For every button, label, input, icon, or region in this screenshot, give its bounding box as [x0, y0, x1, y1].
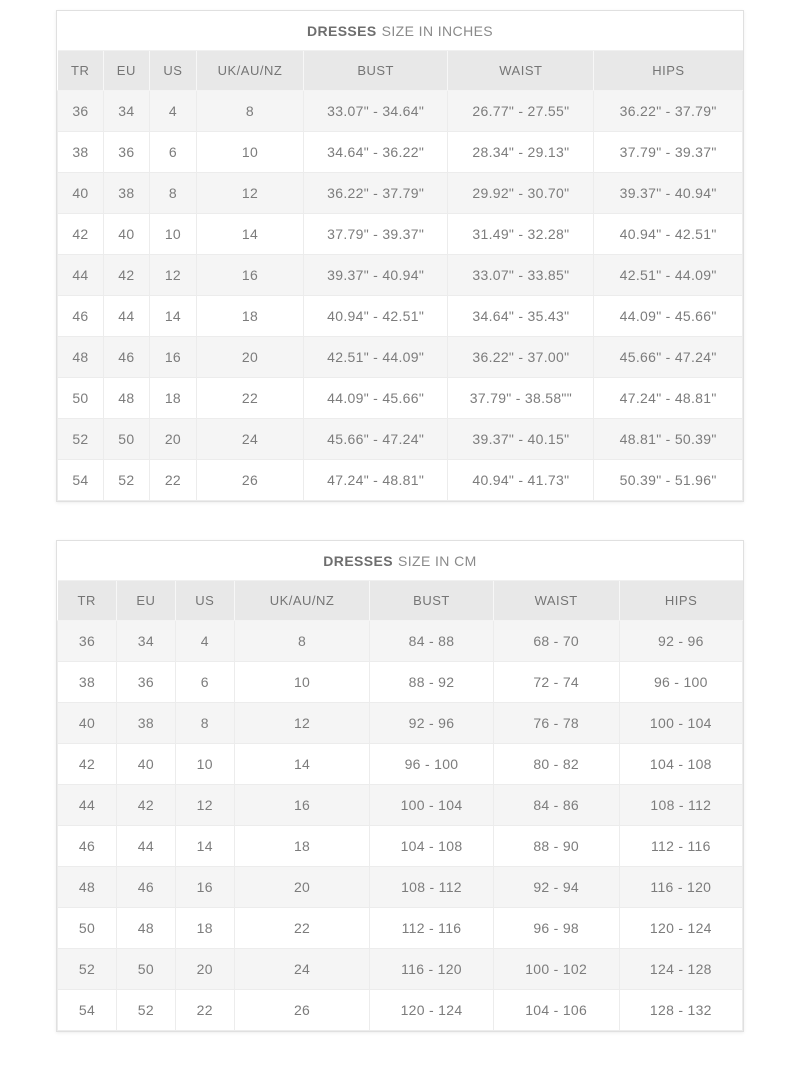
table-cell: 54 [58, 460, 104, 501]
table-cell: 42.51" - 44.09" [303, 337, 448, 378]
header-row [58, 581, 743, 621]
table-cell: 33.07" - 33.85" [448, 255, 594, 296]
column-header: US [149, 51, 196, 91]
table-row [58, 662, 743, 703]
table-title-product: DRESSES [323, 552, 394, 569]
table-cell: 22 [149, 460, 196, 501]
column-header: EU [116, 581, 175, 621]
dresses-size-inches-table [56, 10, 744, 502]
table-cell: 12 [234, 703, 370, 744]
table-cell: 104 - 108 [619, 744, 742, 785]
table-cell: 20 [149, 419, 196, 460]
table-cell: 24 [234, 949, 370, 990]
table-row [58, 949, 743, 990]
table-row [58, 91, 743, 132]
table-cell: 104 - 106 [493, 990, 619, 1031]
table-cell: 46 [103, 337, 149, 378]
table-row [58, 296, 743, 337]
table-cell: 16 [197, 255, 304, 296]
table-cell: 20 [197, 337, 304, 378]
table-row [58, 908, 743, 949]
table-cell: 16 [234, 785, 370, 826]
table-title-unit: SIZE IN INCHES [381, 22, 494, 39]
table-cell: 88 - 92 [370, 662, 493, 703]
table-cell: 48 [103, 378, 149, 419]
table-cell: 52 [58, 419, 104, 460]
table-cell: 88 - 90 [493, 826, 619, 867]
table-cell: 39.37" - 40.94" [594, 173, 743, 214]
table-cell: 120 - 124 [619, 908, 742, 949]
table-cell: 40 [116, 744, 175, 785]
table-cell: 8 [149, 173, 196, 214]
table-cell: 28.34" - 29.13" [448, 132, 594, 173]
dresses-size-cm-table [56, 540, 744, 1032]
table-cell: 29.92" - 30.70" [448, 173, 594, 214]
table-cell: 92 - 96 [370, 703, 493, 744]
table-cell: 36 [103, 132, 149, 173]
table-cell: 42.51" - 44.09" [594, 255, 743, 296]
table-cell: 100 - 102 [493, 949, 619, 990]
table-cell: 24 [197, 419, 304, 460]
table-cell: 48 [116, 908, 175, 949]
table-cell: 96 - 98 [493, 908, 619, 949]
table-cell: 39.37" - 40.94" [303, 255, 448, 296]
table-cell: 120 - 124 [370, 990, 493, 1031]
table-cell: 100 - 104 [370, 785, 493, 826]
table-cell: 20 [234, 867, 370, 908]
table-cell: 100 - 104 [619, 703, 742, 744]
table-row [58, 255, 743, 296]
column-header: TR [58, 581, 117, 621]
table-cell: 12 [175, 785, 234, 826]
table-cell: 26 [197, 460, 304, 501]
table-cell: 40.94" - 42.51" [303, 296, 448, 337]
table-cell: 37.79" - 39.37" [594, 132, 743, 173]
table-cell: 14 [149, 296, 196, 337]
table-cell: 36 [58, 621, 117, 662]
table-cell: 50 [58, 378, 104, 419]
table-row [58, 867, 743, 908]
table-cell: 31.49" - 32.28" [448, 214, 594, 255]
table-cell: 34.64" - 35.43" [448, 296, 594, 337]
table-row [58, 337, 743, 378]
table-cell: 33.07" - 34.64" [303, 91, 448, 132]
table-cell: 38 [58, 662, 117, 703]
table-row [58, 214, 743, 255]
table-cell: 52 [116, 990, 175, 1031]
table-cell: 42 [58, 744, 117, 785]
table-row [58, 826, 743, 867]
table-cell: 36 [116, 662, 175, 703]
table-cell: 84 - 86 [493, 785, 619, 826]
table-title-inches [57, 11, 743, 50]
table-cell: 4 [149, 91, 196, 132]
table-cell: 10 [234, 662, 370, 703]
table-cell: 42 [116, 785, 175, 826]
table-cell: 116 - 120 [370, 949, 493, 990]
header-row [58, 51, 743, 91]
table-cell: 10 [149, 214, 196, 255]
table-cell: 37.79" - 38.58"" [448, 378, 594, 419]
table-cell: 22 [197, 378, 304, 419]
column-header: WAIST [448, 51, 594, 91]
table-cell: 50 [58, 908, 117, 949]
column-header: EU [103, 51, 149, 91]
table-cell: 18 [149, 378, 196, 419]
table-cell: 22 [234, 908, 370, 949]
column-header: WAIST [493, 581, 619, 621]
table-cell: 112 - 116 [619, 826, 742, 867]
table-row [58, 703, 743, 744]
table-cell: 22 [175, 990, 234, 1031]
table-cell: 52 [58, 949, 117, 990]
table-cell: 44 [58, 255, 104, 296]
table-cell: 108 - 112 [619, 785, 742, 826]
table-cell: 8 [197, 91, 304, 132]
table-cell: 40 [58, 703, 117, 744]
table-cell: 38 [116, 703, 175, 744]
table-cell: 40.94" - 41.73" [448, 460, 594, 501]
column-header: US [175, 581, 234, 621]
table-cell: 96 - 100 [370, 744, 493, 785]
table-cell: 128 - 132 [619, 990, 742, 1031]
table-cell: 10 [197, 132, 304, 173]
table-cell: 12 [197, 173, 304, 214]
table-cell: 36 [58, 91, 104, 132]
table-cell: 8 [234, 621, 370, 662]
table-cell: 18 [234, 826, 370, 867]
table-cell: 48 [58, 867, 117, 908]
table-title-product: DRESSES [306, 22, 377, 39]
table-cell: 124 - 128 [619, 949, 742, 990]
table-cell: 34 [116, 621, 175, 662]
table-cell: 47.24" - 48.81" [303, 460, 448, 501]
inches-table [57, 50, 743, 501]
table-cell: 34 [103, 91, 149, 132]
table-cell: 14 [175, 826, 234, 867]
table-row [58, 378, 743, 419]
table-cell: 80 - 82 [493, 744, 619, 785]
table-cell: 16 [149, 337, 196, 378]
table-cell: 54 [58, 990, 117, 1031]
table-cell: 10 [175, 744, 234, 785]
table-cell: 84 - 88 [370, 621, 493, 662]
table-cell: 40.94" - 42.51" [594, 214, 743, 255]
table-cell: 6 [149, 132, 196, 173]
table-cell: 44 [116, 826, 175, 867]
table-cell: 20 [175, 949, 234, 990]
table-cell: 36.22" - 37.00" [448, 337, 594, 378]
table-cell: 116 - 120 [619, 867, 742, 908]
table-cell: 96 - 100 [619, 662, 742, 703]
table-cell: 42 [58, 214, 104, 255]
table-cell: 45.66" - 47.24" [303, 419, 448, 460]
table-cell: 14 [197, 214, 304, 255]
table-cell: 68 - 70 [493, 621, 619, 662]
table-cell: 44.09" - 45.66" [594, 296, 743, 337]
table-cell: 6 [175, 662, 234, 703]
table-cell: 44 [58, 785, 117, 826]
table-cell: 112 - 116 [370, 908, 493, 949]
column-header: UK/AU/NZ [234, 581, 370, 621]
table-cell: 40 [103, 214, 149, 255]
cm-table [57, 580, 743, 1031]
table-cell: 38 [103, 173, 149, 214]
table-cell: 38 [58, 132, 104, 173]
table-cell: 92 - 96 [619, 621, 742, 662]
table-cell: 34.64" - 36.22" [303, 132, 448, 173]
table-cell: 72 - 74 [493, 662, 619, 703]
table-cell: 46 [116, 867, 175, 908]
table-title-cm [57, 541, 743, 580]
table-cell: 50 [116, 949, 175, 990]
table-cell: 37.79" - 39.37" [303, 214, 448, 255]
table-cell: 108 - 112 [370, 867, 493, 908]
table-cell: 76 - 78 [493, 703, 619, 744]
table-cell: 12 [149, 255, 196, 296]
column-header: BUST [370, 581, 493, 621]
table-row [58, 744, 743, 785]
table-cell: 26.77" - 27.55" [448, 91, 594, 132]
table-cell: 39.37" - 40.15" [448, 419, 594, 460]
table-row [58, 173, 743, 214]
column-header: HIPS [594, 51, 743, 91]
table-row [58, 621, 743, 662]
column-header: BUST [303, 51, 448, 91]
column-header: UK/AU/NZ [197, 51, 304, 91]
table-cell: 48.81" - 50.39" [594, 419, 743, 460]
table-cell: 50 [103, 419, 149, 460]
table-cell: 47.24" - 48.81" [594, 378, 743, 419]
table-cell: 44.09" - 45.66" [303, 378, 448, 419]
table-cell: 4 [175, 621, 234, 662]
table-cell: 44 [103, 296, 149, 337]
column-header: TR [58, 51, 104, 91]
table-cell: 36.22" - 37.79" [594, 91, 743, 132]
table-cell: 46 [58, 826, 117, 867]
table-row [58, 460, 743, 501]
table-cell: 36.22" - 37.79" [303, 173, 448, 214]
table-cell: 26 [234, 990, 370, 1031]
table-cell: 52 [103, 460, 149, 501]
table-cell: 46 [58, 296, 104, 337]
table-cell: 18 [175, 908, 234, 949]
table-cell: 42 [103, 255, 149, 296]
table-row [58, 132, 743, 173]
table-cell: 48 [58, 337, 104, 378]
table-cell: 8 [175, 703, 234, 744]
table-title-unit: SIZE IN CM [398, 552, 477, 569]
table-cell: 92 - 94 [493, 867, 619, 908]
table-row [58, 990, 743, 1031]
table-cell: 50.39" - 51.96" [594, 460, 743, 501]
table-row [58, 785, 743, 826]
table-cell: 14 [234, 744, 370, 785]
table-cell: 18 [197, 296, 304, 337]
table-cell: 104 - 108 [370, 826, 493, 867]
column-header: HIPS [619, 581, 742, 621]
table-cell: 16 [175, 867, 234, 908]
table-row [58, 419, 743, 460]
table-cell: 45.66" - 47.24" [594, 337, 743, 378]
table-cell: 40 [58, 173, 104, 214]
